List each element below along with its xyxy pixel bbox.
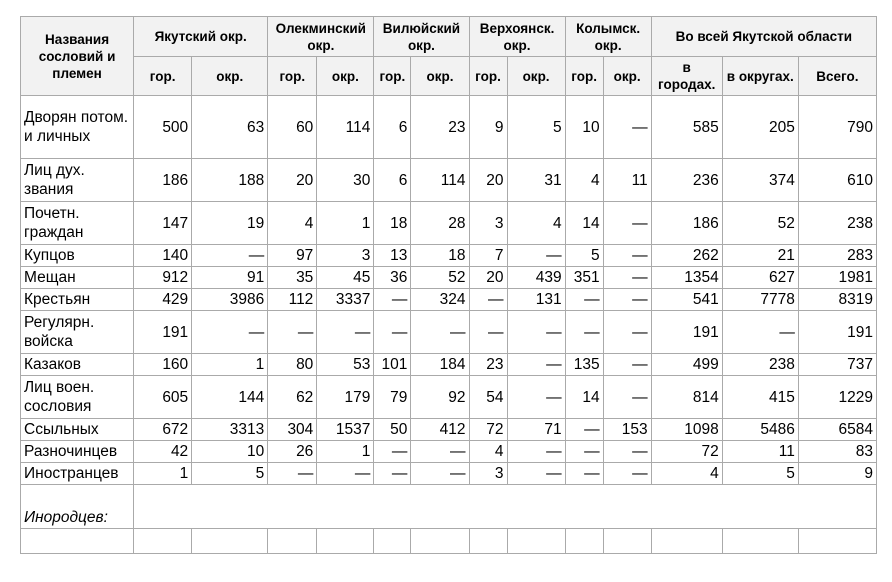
- table-cell: 92: [411, 376, 468, 418]
- table-cell: 191: [652, 311, 722, 353]
- sub-header-cities: в городах.: [652, 57, 722, 95]
- table-row: [21, 159, 876, 201]
- table-cell: 283: [799, 245, 876, 266]
- table-cell: 13: [374, 245, 410, 266]
- table-cell: 1: [192, 354, 267, 375]
- table-cell: 26: [268, 441, 316, 462]
- table-cell: 135: [566, 354, 603, 375]
- table-row: [21, 354, 876, 375]
- table-cell: 9: [470, 96, 507, 158]
- table-cell: 53: [317, 354, 373, 375]
- table-row: [21, 529, 876, 553]
- row-label: Разночинцев: [21, 441, 133, 462]
- table-cell: 6: [374, 96, 410, 158]
- table-cell: 63: [192, 96, 267, 158]
- table-cell: 790: [799, 96, 876, 158]
- sub-header-total: Всего.: [799, 57, 876, 95]
- table-cell: 20: [268, 159, 316, 201]
- table-cell: 238: [799, 202, 876, 244]
- table-cell: 304: [268, 419, 316, 440]
- table-cell: —: [604, 289, 651, 310]
- table-cell: 42: [134, 441, 191, 462]
- table-row: [21, 376, 876, 418]
- table-cell: [723, 529, 798, 553]
- table-cell: 236: [652, 159, 722, 201]
- table-cell: —: [374, 289, 410, 310]
- table-cell: 147: [134, 202, 191, 244]
- table-cell: —: [411, 311, 468, 353]
- table-cell: [317, 529, 373, 553]
- sub-header: гор.: [268, 57, 316, 95]
- table-cell: [604, 529, 651, 553]
- table-cell: 14: [566, 376, 603, 418]
- table-cell: —: [604, 463, 651, 484]
- table-cell: —: [317, 463, 373, 484]
- row-label: Купцов: [21, 245, 133, 266]
- table-cell: —: [268, 463, 316, 484]
- header-total-region: Во всей Якутской области: [652, 17, 876, 56]
- table-cell: 610: [799, 159, 876, 201]
- table-cell: [566, 529, 603, 553]
- table-cell: —: [470, 311, 507, 353]
- table-cell: 6: [374, 159, 410, 201]
- table-cell: 52: [723, 202, 798, 244]
- table-cell: [470, 529, 507, 553]
- table-cell: —: [374, 311, 410, 353]
- table-cell: 439: [508, 267, 565, 288]
- table-cell: —: [411, 441, 468, 462]
- table-cell: 186: [652, 202, 722, 244]
- sub-header: окр.: [411, 57, 468, 95]
- header-row-sub: [21, 57, 876, 95]
- table-row: [21, 463, 876, 484]
- table-cell: 3: [317, 245, 373, 266]
- table-cell: —: [566, 463, 603, 484]
- section-spacer: [134, 485, 876, 528]
- table-cell: 14: [566, 202, 603, 244]
- row-label: Иностранцев: [21, 463, 133, 484]
- row-label: Дворян потом. и личных: [21, 96, 133, 158]
- table-cell: 6584: [799, 419, 876, 440]
- table-cell: 374: [723, 159, 798, 201]
- row-label: Лиц дух. звания: [21, 159, 133, 201]
- table-cell: [508, 529, 565, 553]
- table-cell: 737: [799, 354, 876, 375]
- table-cell: 5: [192, 463, 267, 484]
- table-cell: —: [723, 311, 798, 353]
- table-cell: —: [508, 245, 565, 266]
- table-cell: 4: [268, 202, 316, 244]
- table-cell: 3313: [192, 419, 267, 440]
- table-cell: —: [192, 245, 267, 266]
- table-cell: [268, 529, 316, 553]
- header-estates: Названия сословий и племен: [21, 17, 133, 95]
- table-cell: 605: [134, 376, 191, 418]
- header-row-districts: [21, 17, 876, 56]
- table-cell: 1098: [652, 419, 722, 440]
- table-cell: 1537: [317, 419, 373, 440]
- table-cell: 627: [723, 267, 798, 288]
- table-cell: 1: [317, 202, 373, 244]
- table-cell: 1354: [652, 267, 722, 288]
- table-cell: 191: [799, 311, 876, 353]
- sub-header: гор.: [470, 57, 507, 95]
- row-label: Лиц воен. сословия: [21, 376, 133, 418]
- sub-header: окр.: [317, 57, 373, 95]
- table-cell: 191: [134, 311, 191, 353]
- row-label: Ссыльных: [21, 419, 133, 440]
- table-cell: —: [604, 202, 651, 244]
- sub-header: окр.: [508, 57, 565, 95]
- table-cell: 262: [652, 245, 722, 266]
- table-cell: 18: [374, 202, 410, 244]
- table-cell: [192, 529, 267, 553]
- table-cell: 585: [652, 96, 722, 158]
- table-row: [21, 289, 876, 310]
- table-cell: 7778: [723, 289, 798, 310]
- table-cell: [799, 529, 876, 553]
- table-cell: [134, 529, 191, 553]
- row-label: Почетн. граждан: [21, 202, 133, 244]
- table-cell: 79: [374, 376, 410, 418]
- sub-header: гор.: [566, 57, 603, 95]
- table-cell: 8319: [799, 289, 876, 310]
- table-cell: —: [604, 354, 651, 375]
- table-cell: 20: [470, 159, 507, 201]
- table-cell: 499: [652, 354, 722, 375]
- sub-header: окр.: [604, 57, 651, 95]
- table-cell: 60: [268, 96, 316, 158]
- table-row: [21, 267, 876, 288]
- table-row: [21, 419, 876, 440]
- table-cell: 1981: [799, 267, 876, 288]
- table-cell: [374, 529, 410, 553]
- table-cell: 1: [134, 463, 191, 484]
- sub-header: гор.: [134, 57, 191, 95]
- table-cell: 19: [192, 202, 267, 244]
- table-cell: 3986: [192, 289, 267, 310]
- table-cell: —: [268, 311, 316, 353]
- table-cell: 54: [470, 376, 507, 418]
- table-cell: 238: [723, 354, 798, 375]
- sub-header: гор.: [374, 57, 410, 95]
- table-cell: 114: [411, 159, 468, 201]
- table-cell: —: [374, 441, 410, 462]
- table-cell: 3337: [317, 289, 373, 310]
- table-row: [21, 311, 876, 353]
- table-cell: 23: [470, 354, 507, 375]
- table-cell: 3: [470, 463, 507, 484]
- table-cell: [652, 529, 722, 553]
- table-cell: —: [508, 311, 565, 353]
- row-label: Регулярн. войска: [21, 311, 133, 353]
- table-cell: 23: [411, 96, 468, 158]
- table-cell: 36: [374, 267, 410, 288]
- table-cell: 144: [192, 376, 267, 418]
- table-cell: 10: [192, 441, 267, 462]
- table-cell: 1229: [799, 376, 876, 418]
- table-cell: 31: [508, 159, 565, 201]
- table-cell: 4: [470, 441, 507, 462]
- section-row: [21, 485, 876, 528]
- table-cell: 21: [723, 245, 798, 266]
- table-cell: 80: [268, 354, 316, 375]
- table-cell: 20: [470, 267, 507, 288]
- table-cell: 205: [723, 96, 798, 158]
- table-cell: 35: [268, 267, 316, 288]
- table-cell: 5: [723, 463, 798, 484]
- table-row: [21, 441, 876, 462]
- table-cell: 112: [268, 289, 316, 310]
- header-vilyuisk: Вилюйский окр.: [374, 17, 468, 56]
- section-label: Инородцев:: [21, 485, 133, 528]
- table-cell: —: [317, 311, 373, 353]
- table-cell: 153: [604, 419, 651, 440]
- table-cell: 351: [566, 267, 603, 288]
- table-cell: 188: [192, 159, 267, 201]
- table-cell: 72: [652, 441, 722, 462]
- table-cell: —: [508, 441, 565, 462]
- table-cell: 91: [192, 267, 267, 288]
- sub-header: окр.: [192, 57, 267, 95]
- header-kolymsk: Колымск. окр.: [566, 17, 651, 56]
- table-cell: 912: [134, 267, 191, 288]
- table-cell: —: [566, 441, 603, 462]
- table-cell: —: [604, 96, 651, 158]
- table-cell: 11: [604, 159, 651, 201]
- table-row: [21, 245, 876, 266]
- table-cell: 7: [470, 245, 507, 266]
- table-cell: 140: [134, 245, 191, 266]
- table-cell: 28: [411, 202, 468, 244]
- table-cell: 97: [268, 245, 316, 266]
- table-cell: 50: [374, 419, 410, 440]
- table-cell: 4: [566, 159, 603, 201]
- row-label: Казаков: [21, 354, 133, 375]
- table-cell: 3: [470, 202, 507, 244]
- header-verkhoyansk: Верхоянск. окр.: [470, 17, 565, 56]
- header-olekminsk: Олекминский окр.: [268, 17, 373, 56]
- table-cell: —: [604, 311, 651, 353]
- table-cell: 672: [134, 419, 191, 440]
- table-cell: 83: [799, 441, 876, 462]
- table-body: [21, 96, 876, 553]
- table-cell: —: [411, 463, 468, 484]
- table-cell: 30: [317, 159, 373, 201]
- table-cell: 5486: [723, 419, 798, 440]
- table-cell: 45: [317, 267, 373, 288]
- table-cell: 10: [566, 96, 603, 158]
- table-cell: 5: [566, 245, 603, 266]
- table-cell: —: [604, 441, 651, 462]
- table-cell: 500: [134, 96, 191, 158]
- table-cell: 72: [470, 419, 507, 440]
- table-cell: 5: [508, 96, 565, 158]
- row-label: Мещан: [21, 267, 133, 288]
- table-cell: —: [604, 267, 651, 288]
- table-cell: —: [604, 245, 651, 266]
- table-cell: 186: [134, 159, 191, 201]
- table-cell: 52: [411, 267, 468, 288]
- table-cell: 4: [508, 202, 565, 244]
- table-cell: 71: [508, 419, 565, 440]
- row-label: Крестьян: [21, 289, 133, 310]
- sub-header-districts: в округах.: [723, 57, 798, 95]
- table-cell: —: [508, 354, 565, 375]
- table-cell: —: [508, 376, 565, 418]
- table-cell: 412: [411, 419, 468, 440]
- table-cell: —: [470, 289, 507, 310]
- header-yakutsk: Якутский окр.: [134, 17, 267, 56]
- table-cell: 1: [317, 441, 373, 462]
- table-cell: 415: [723, 376, 798, 418]
- table-cell: —: [604, 376, 651, 418]
- table-cell: 541: [652, 289, 722, 310]
- table-cell: 4: [652, 463, 722, 484]
- table-cell: —: [566, 289, 603, 310]
- table-row: [21, 202, 876, 244]
- table-cell: 62: [268, 376, 316, 418]
- table-row: [21, 96, 876, 158]
- table-cell: [21, 529, 133, 553]
- table-cell: —: [566, 311, 603, 353]
- table-cell: —: [566, 419, 603, 440]
- table-cell: 18: [411, 245, 468, 266]
- table-cell: —: [374, 463, 410, 484]
- table-cell: [411, 529, 468, 553]
- table-cell: 9: [799, 463, 876, 484]
- table-cell: 429: [134, 289, 191, 310]
- table-cell: —: [192, 311, 267, 353]
- table-cell: 114: [317, 96, 373, 158]
- table-cell: 160: [134, 354, 191, 375]
- table-cell: 101: [374, 354, 410, 375]
- table-cell: 11: [723, 441, 798, 462]
- table-cell: 131: [508, 289, 565, 310]
- table-cell: 814: [652, 376, 722, 418]
- table-cell: 179: [317, 376, 373, 418]
- table-cell: —: [508, 463, 565, 484]
- table-cell: 324: [411, 289, 468, 310]
- population-table: [20, 16, 877, 554]
- table-cell: 184: [411, 354, 468, 375]
